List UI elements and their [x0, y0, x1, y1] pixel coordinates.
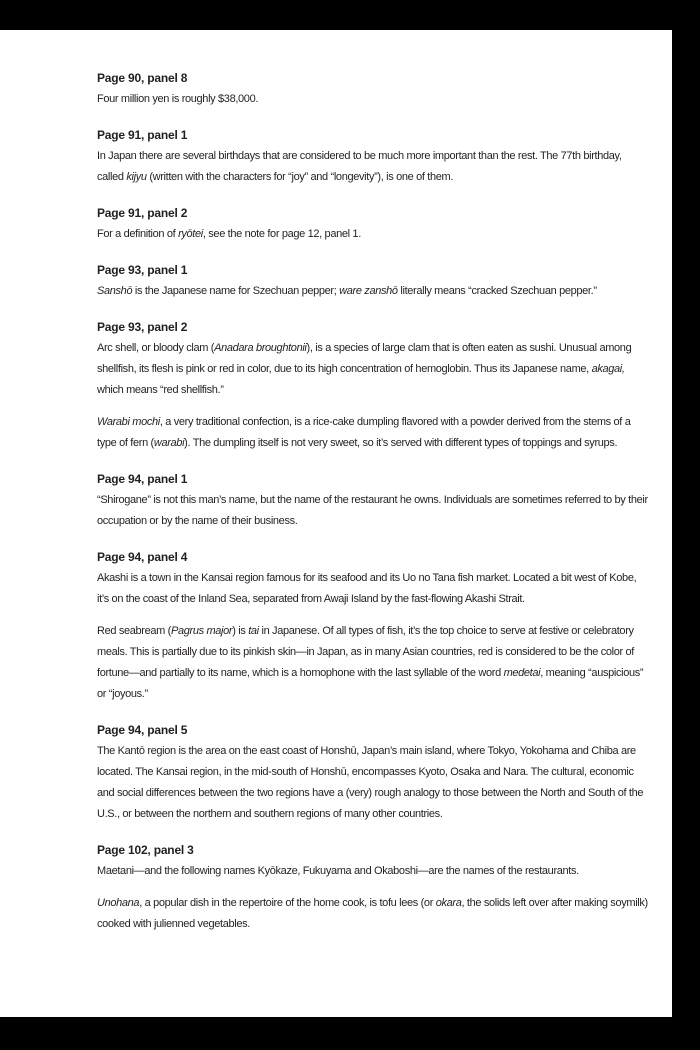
- note-heading: Page 91, panel 1: [97, 128, 188, 142]
- note-paragraph: [97, 146, 649, 188]
- text-run: ) is: [232, 625, 249, 637]
- italic-term: Anadara broughtonii: [214, 342, 307, 354]
- italic-term: warabi: [153, 437, 185, 449]
- note-paragraph: [97, 89, 649, 110]
- note-section: [97, 69, 649, 110]
- text-run: “Shirogane” is not this man’s name, but the name of the restaurant he owns. Individuals are sometimes referred to by their occupation or by the name of their business.: [97, 494, 648, 527]
- italic-term: akagai,: [591, 363, 625, 375]
- text-run: , see the note for page 12, panel 1.: [202, 228, 361, 240]
- note-section: [97, 721, 649, 825]
- text-run: , a very traditional confection, is a rice-cake dumpling flavored with a powder derived from the stems of a type of fern (: [97, 416, 631, 449]
- text-run: ), is a species of large clam that is often eaten as sushi. Unusual among shellfish, its flesh is pink or red in color, due to its high concentration of hemoglobin. Thus its Japanese name,: [97, 342, 632, 375]
- note-section: [97, 470, 649, 532]
- text-run: literally means “cracked Szechuan pepper.”: [397, 285, 597, 297]
- note-heading: Page 102, panel 3: [97, 843, 194, 857]
- text-run: , the solids left over after making soymilk) cooked with julienned vegetables.: [97, 897, 648, 930]
- italic-term: medetai: [503, 667, 541, 679]
- translation-notes: [97, 69, 649, 951]
- note-section: [97, 204, 649, 245]
- note-paragraph: [97, 490, 649, 532]
- note-paragraph: [97, 861, 649, 882]
- text-run: , a popular dish in the repertoire of the home cook, is tofu lees (or: [139, 897, 436, 909]
- text-run: which means “red shellfish.”: [97, 384, 224, 396]
- italic-term: Unohana: [97, 897, 140, 909]
- note-heading: Page 94, panel 5: [97, 723, 188, 737]
- note-section: [97, 548, 649, 705]
- text-run: Four million yen is roughly $38,000.: [97, 93, 259, 105]
- text-run: in Japanese. Of all types of fish, it’s the top choice to serve at festive or celebratory meals. This is partially due to its pinkish skin—in Japan, as in many Asian countries, red is considered to be the color of fortune—and partially to its name, which is a homophone with the last syllable of the word: [97, 625, 634, 679]
- note-paragraph: [97, 893, 649, 935]
- text-run: ). The dumpling itself is not very sweet, so it’s served with different types of toppings and syrups.: [184, 437, 618, 449]
- note-heading: Page 94, panel 4: [97, 550, 188, 564]
- note-paragraph: [97, 621, 649, 705]
- note-heading: Page 90, panel 8: [97, 71, 188, 85]
- text-run: , meaning “auspicious” or “joyous.”: [97, 667, 644, 700]
- italic-term: okara: [435, 897, 462, 909]
- note-paragraph: [97, 741, 649, 825]
- italic-term: ryōtei: [178, 228, 203, 240]
- italic-term: Warabi mochi: [97, 416, 160, 428]
- note-paragraph: [97, 224, 649, 245]
- note-heading: Page 91, panel 2: [97, 206, 188, 220]
- text-run: Red seabream (: [97, 625, 171, 637]
- note-paragraph: [97, 412, 649, 454]
- note-paragraph: [97, 568, 649, 610]
- italic-term: Pagrus major: [170, 625, 233, 637]
- note-heading: Page 93, panel 1: [97, 263, 188, 277]
- note-section: [97, 841, 649, 935]
- text-run: (written with the characters for “joy” and “longevity”), is one of them.: [146, 171, 454, 183]
- note-section: [97, 261, 649, 302]
- note-heading: Page 93, panel 2: [97, 320, 188, 334]
- note-paragraph: [97, 281, 649, 302]
- text-run: The Kantō region is the area on the east coast of Honshū, Japan’s main island, where Tokyo, Yokohama and Chiba are located. The Kansai region, in the mid-south of Honshū, encompasses Kyoto, Osaka and Nara. The cultural, economic and social differences between the two regions have a (very) rough analogy to those between the North and South of the U.S., or between the northern and southern regions of many other countries.: [97, 745, 644, 820]
- italic-term: tai: [248, 625, 259, 637]
- text-run: Akashi is a town in the Kansai region famous for its seafood and its Uo no Tana fish market. Located a bit west of Kobe, it’s on the coast of the Inland Sea, separated from Awaji Island by the fast-flowing Akashi Strait.: [97, 572, 637, 605]
- text-run: Maetani—and the following names Kyōkaze, Fukuyama and Okaboshi—are the names of the restaurants.: [97, 865, 579, 877]
- text-run: In Japan there are several birthdays that are considered to be much more important than the rest. The 77th birthday, called: [97, 150, 622, 183]
- italic-term: ware zanshō: [339, 285, 398, 297]
- italic-term: kijyu: [126, 171, 147, 183]
- document-page: [0, 30, 672, 1017]
- note-heading: Page 94, panel 1: [97, 472, 188, 486]
- note-section: [97, 126, 649, 188]
- text-run: For a definition of: [97, 228, 179, 240]
- italic-term: Sanshō: [97, 285, 133, 297]
- text-run: is the Japanese name for Szechuan pepper;: [132, 285, 340, 297]
- note-section: [97, 318, 649, 454]
- note-paragraph: [97, 338, 649, 401]
- text-run: Arc shell, or bloody clam (: [97, 342, 215, 354]
